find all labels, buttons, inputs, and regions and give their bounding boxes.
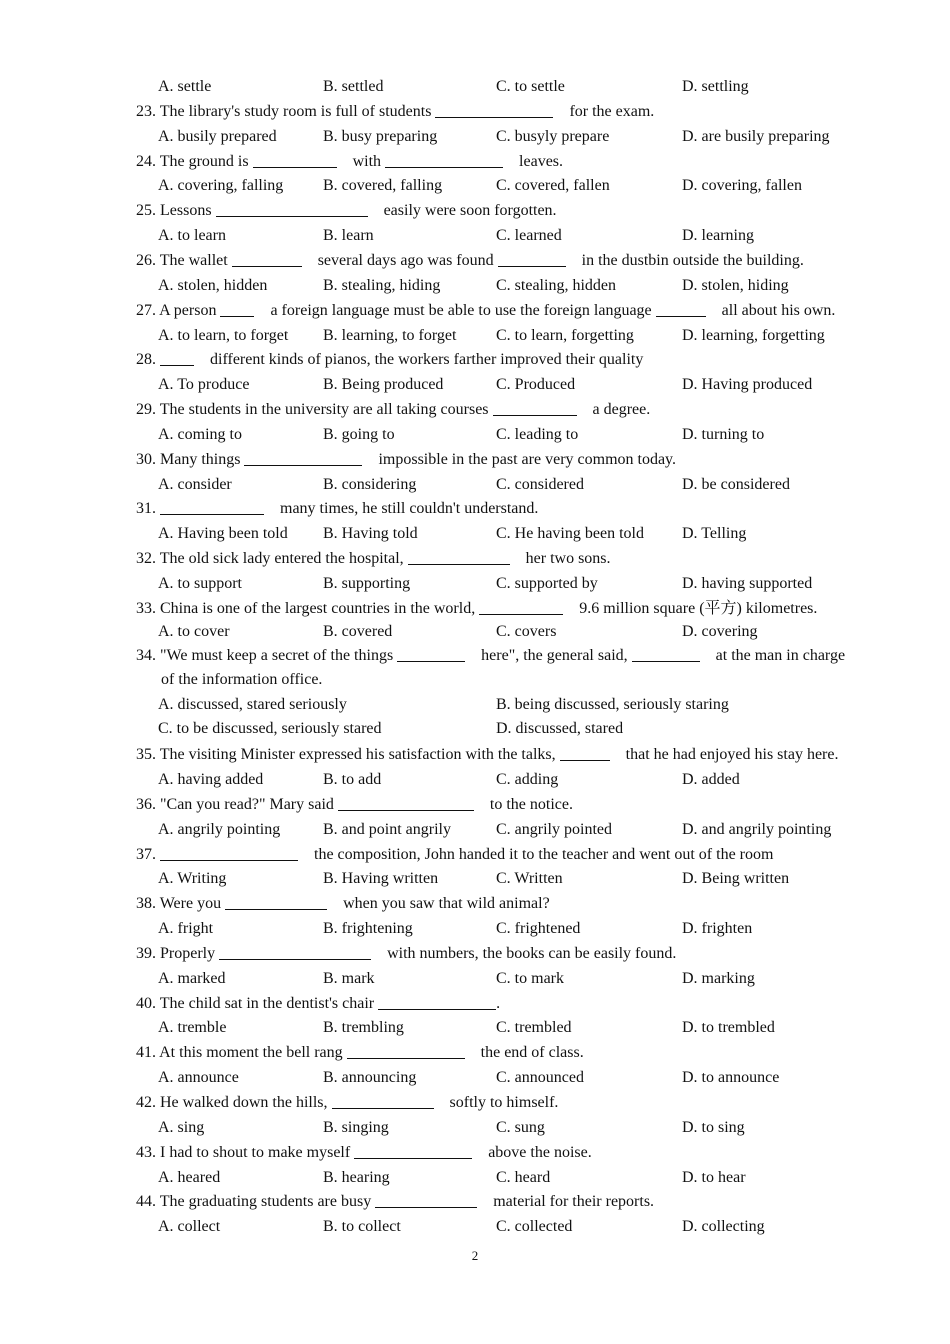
question-stem — [0, 399, 950, 423]
stem-text: easily were soon forgotten. — [383, 202, 557, 219]
option-b: B. learning, to forget — [323, 327, 457, 344]
option-c: C. to be discussed, seriously stared — [158, 720, 382, 737]
stem-text: many times, he still couldn't understand. — [280, 500, 539, 517]
question-stem — [0, 1142, 950, 1166]
option-d: D. discussed, stared — [496, 720, 624, 737]
question-text — [136, 200, 557, 222]
options-row — [0, 1117, 950, 1141]
question-text — [136, 1042, 584, 1064]
stem-text: 36. "Can you read?" Mary said — [136, 796, 338, 813]
question-stem — [0, 943, 950, 967]
question-text — [136, 349, 643, 371]
option-b: B. covered, falling — [323, 177, 443, 194]
question-stem — [0, 449, 950, 473]
option-a: A. To produce — [158, 376, 250, 393]
answer-blank — [216, 200, 368, 217]
option-d: D. having supported — [682, 575, 813, 592]
option-a: A. to learn, to forget — [158, 327, 289, 344]
options-row — [0, 918, 950, 942]
stem-text: the end of class. — [480, 1044, 584, 1061]
option-a: A. angrily pointing — [158, 821, 281, 838]
question-text — [136, 1142, 592, 1164]
question-text — [136, 101, 654, 123]
question-stem — [0, 548, 950, 572]
question-text — [136, 250, 804, 272]
question-text — [136, 893, 550, 915]
stem-text: when you saw that wild animal? — [343, 895, 550, 912]
stem-text: 31. — [136, 500, 160, 517]
options-row — [0, 275, 950, 299]
option-c: C. learned — [496, 227, 562, 244]
stem-text: 26. The wallet — [136, 252, 232, 269]
option-a: A. busily prepared — [158, 128, 277, 145]
option-d: D. collecting — [682, 1218, 765, 1235]
option-b: B. mark — [323, 970, 375, 987]
options-row — [0, 1067, 950, 1091]
stem-text: 30. Many things — [136, 451, 245, 468]
question-text — [136, 645, 845, 667]
option-c: C. angrily pointed — [496, 821, 612, 838]
option-c: C. announced — [496, 1069, 584, 1086]
option-c: C. to settle — [496, 78, 565, 95]
stem-text: 23. The library's study room is full of students — [136, 103, 436, 120]
options-row — [0, 175, 950, 199]
question-text — [136, 1092, 558, 1114]
question-text — [136, 1191, 654, 1213]
question-stem — [0, 1092, 950, 1116]
option-d: D. learning, forgetting — [682, 327, 825, 344]
option-c: C. Written — [496, 870, 563, 887]
answer-blank — [385, 151, 503, 168]
option-b: B. settled — [323, 78, 384, 95]
options-row — [0, 523, 950, 547]
stem-text: above the noise. — [488, 1144, 592, 1161]
options-row — [0, 694, 950, 718]
question-stem — [0, 794, 950, 818]
question-continuation — [0, 669, 950, 693]
stem-text: 42. He walked down the hills, — [136, 1094, 332, 1111]
stem-text: 平方 — [704, 600, 737, 617]
stem-text: leaves. — [519, 153, 564, 170]
stem-text: . — [496, 995, 501, 1012]
stem-text: 34. "We must keep a secret of the things — [136, 647, 398, 664]
option-c: C. sung — [496, 1119, 545, 1136]
question-text — [136, 399, 650, 421]
option-b: B. being discussed, seriously staring — [496, 696, 729, 713]
answer-blank — [375, 1191, 477, 1208]
question-text — [136, 598, 817, 620]
option-b: B. hearing — [323, 1169, 390, 1186]
question-text — [136, 449, 676, 471]
option-a: A. having added — [158, 771, 264, 788]
stem-text: 38. Were you — [136, 895, 226, 912]
option-b: B. frightening — [323, 920, 413, 937]
options-row — [0, 225, 950, 249]
stem-text: 27. A person — [136, 302, 221, 319]
option-b: B. Having told — [323, 525, 418, 542]
question-stem — [0, 1191, 950, 1215]
option-a: A. consider — [158, 476, 232, 493]
option-a: A. tremble — [158, 1019, 227, 1036]
stem-text: 39. Properly — [136, 945, 220, 962]
stem-text: impossible in the past are very common today. — [378, 451, 677, 468]
option-d: D. are busily preparing — [682, 128, 830, 145]
page-number: 2 — [471, 1248, 479, 1263]
option-c: C. leading to — [496, 426, 579, 443]
stem-text: 25. Lessons — [136, 202, 216, 219]
option-b: B. learn — [323, 227, 374, 244]
question-stem — [0, 993, 950, 1017]
stem-text: 40. The child sat in the dentist's chair — [136, 995, 379, 1012]
option-c: C. supported by — [496, 575, 598, 592]
option-b: B. supporting — [323, 575, 411, 592]
option-a: A. to learn — [158, 227, 226, 244]
question-text — [136, 151, 563, 173]
answer-blank — [656, 300, 706, 317]
question-text — [136, 794, 573, 816]
answer-blank — [244, 449, 362, 466]
options-row — [0, 819, 950, 843]
option-a: A. collect — [158, 1218, 221, 1235]
option-d: D. added — [682, 771, 740, 788]
options-row — [0, 621, 950, 645]
options-row — [0, 1167, 950, 1191]
stem-text: in the dustbin outside the building. — [581, 252, 804, 269]
question-stem — [0, 645, 950, 669]
option-b: B. covered — [323, 623, 393, 640]
question-stem — [0, 300, 950, 324]
option-b: B. announcing — [323, 1069, 417, 1086]
option-c: C. collected — [496, 1218, 573, 1235]
stem-text: to the notice. — [489, 796, 573, 813]
option-a: A. Having been told — [158, 525, 288, 542]
stem-text: 43. I had to shout to make myself — [136, 1144, 355, 1161]
answer-blank — [232, 250, 302, 267]
answer-blank — [160, 498, 264, 515]
stem-text: with numbers, the books can be easily found. — [387, 945, 677, 962]
answer-blank — [347, 1042, 465, 1059]
answer-blank — [408, 548, 510, 565]
stem-text: 32. The old sick lady entered the hospital, — [136, 550, 408, 567]
answer-blank — [354, 1142, 472, 1159]
stem-text: a degree. — [592, 401, 651, 418]
question-stem — [0, 893, 950, 917]
option-c: C. to mark — [496, 970, 564, 987]
stem-text: 29. The students in the university are all taking courses — [136, 401, 493, 418]
question-text — [136, 943, 676, 965]
options-row — [0, 1216, 950, 1240]
option-c: C. trembled — [496, 1019, 572, 1036]
option-d: D. to announce — [682, 1069, 780, 1086]
answer-blank — [493, 399, 577, 416]
option-d: D. covering, fallen — [682, 177, 802, 194]
options-row — [0, 1017, 950, 1041]
question-stem — [0, 349, 950, 373]
stem-text: 9.6 million square ( — [579, 600, 705, 617]
option-b: B. to collect — [323, 1218, 401, 1235]
option-a: A. fright — [158, 920, 214, 937]
answer-blank — [220, 300, 254, 317]
option-c: C. adding — [496, 771, 559, 788]
stem-text: 33. China is one of the largest countries in the world, — [136, 600, 480, 617]
question-stem — [0, 744, 950, 768]
question-text — [136, 993, 500, 1015]
stem-text: a foreign language must be able to use the foreign language — [270, 302, 656, 319]
options-row — [0, 474, 950, 498]
answer-blank — [435, 101, 553, 118]
option-a: A. Writing — [158, 870, 227, 887]
question-stem — [0, 598, 950, 622]
stem-text: at the man in charge — [715, 647, 846, 664]
stem-text: softly to himself. — [449, 1094, 559, 1111]
option-a: A. covering, falling — [158, 177, 284, 194]
question-text — [136, 498, 538, 520]
option-a: A. to support — [158, 575, 242, 592]
option-c: C. considered — [496, 476, 584, 493]
option-a: A. stolen, hidden — [158, 277, 268, 294]
option-b: B. considering — [323, 476, 417, 493]
options-row — [0, 325, 950, 349]
stem-text: material for their reports. — [493, 1193, 655, 1210]
question-stem — [0, 498, 950, 522]
option-b: B. trembling — [323, 1019, 404, 1036]
options-row — [0, 868, 950, 892]
question-stem — [0, 1042, 950, 1066]
answer-blank — [338, 794, 474, 811]
stem-text: ) kilometres. — [736, 600, 818, 617]
option-c: C. covered, fallen — [496, 177, 610, 194]
stem-text: all about his own. — [721, 302, 836, 319]
stem-text: 37. — [136, 846, 160, 863]
option-d: D. Telling — [682, 525, 747, 542]
option-d: D. be considered — [682, 476, 790, 493]
option-d: D. frighten — [682, 920, 753, 937]
answer-blank — [253, 151, 337, 168]
question-stem — [0, 250, 950, 274]
stem-text: 24. The ground is — [136, 153, 253, 170]
option-c: C. busyly prepare — [496, 128, 610, 145]
options-row — [0, 76, 950, 100]
stem-text: several days ago was found — [317, 252, 498, 269]
answer-blank — [332, 1092, 434, 1109]
option-d: D. settling — [682, 78, 749, 95]
option-d: D. covering — [682, 623, 758, 640]
option-b: B. Having written — [323, 870, 439, 887]
options-row — [0, 573, 950, 597]
stem-text: 28. — [136, 351, 160, 368]
option-a: A. heared — [158, 1169, 221, 1186]
stem-text: 41. At this moment the bell rang — [136, 1044, 347, 1061]
option-d: D. Having produced — [682, 376, 813, 393]
option-d: D. stolen, hiding — [682, 277, 789, 294]
question-stem — [0, 151, 950, 175]
stem-text: with — [352, 153, 386, 170]
question-text — [136, 844, 773, 866]
option-a: A. marked — [158, 970, 226, 987]
option-b: B. singing — [323, 1119, 389, 1136]
option-d: D. to sing — [682, 1119, 745, 1136]
option-d: D. turning to — [682, 426, 765, 443]
answer-blank — [397, 645, 465, 662]
option-a: A. settle — [158, 78, 212, 95]
answer-blank — [378, 993, 496, 1010]
option-c: C. He having been told — [496, 525, 644, 542]
option-b: B. to add — [323, 771, 382, 788]
option-a: A. discussed, stared seriously — [158, 696, 347, 713]
question-stem — [0, 101, 950, 125]
options-row — [0, 424, 950, 448]
option-c: C. to learn, forgetting — [496, 327, 634, 344]
answer-blank — [160, 349, 194, 366]
option-a: A. coming to — [158, 426, 242, 443]
stem-text: 35. The visiting Minister expressed his satisfaction with the talks, — [136, 746, 560, 763]
option-c: C. stealing, hidden — [496, 277, 616, 294]
option-d: D. learning — [682, 227, 754, 244]
answer-blank — [479, 598, 563, 615]
options-row — [0, 374, 950, 398]
question-text — [136, 300, 835, 322]
stem-text: her two sons. — [525, 550, 611, 567]
option-c: C. heard — [496, 1169, 551, 1186]
option-b: B. stealing, hiding — [323, 277, 441, 294]
options-row — [0, 126, 950, 150]
option-a: A. to cover — [158, 623, 230, 640]
question-text — [136, 744, 838, 766]
option-d: D. and angrily pointing — [682, 821, 832, 838]
answer-blank — [160, 844, 298, 861]
stem-text: of the information office. — [161, 671, 323, 688]
stem-text: for the exam. — [569, 103, 655, 120]
answer-blank — [219, 943, 371, 960]
option-d: D. marking — [682, 970, 755, 987]
option-b: B. busy preparing — [323, 128, 438, 145]
option-d: D. to trembled — [682, 1019, 775, 1036]
option-d: D. Being written — [682, 870, 790, 887]
option-c: C. Produced — [496, 376, 576, 393]
options-row — [0, 718, 950, 742]
stem-text: 44. The graduating students are busy — [136, 1193, 376, 1210]
option-b: B. Being produced — [323, 376, 444, 393]
option-a: A. sing — [158, 1119, 205, 1136]
stem-text: that he had enjoyed his stay here. — [625, 746, 839, 763]
stem-text: the composition, John handed it to the teacher and went out of the room — [314, 846, 774, 863]
question-stem — [0, 200, 950, 224]
stem-text: here", the general said, — [481, 647, 632, 664]
question-stem — [0, 844, 950, 868]
answer-blank — [498, 250, 566, 267]
answer-blank — [632, 645, 700, 662]
options-row — [0, 968, 950, 992]
stem-text: different kinds of pianos, the workers farther improved their quality — [210, 351, 644, 368]
options-row — [0, 769, 950, 793]
option-b: B. and point angrily — [323, 821, 451, 838]
answer-blank — [225, 893, 327, 910]
option-b: B. going to — [323, 426, 395, 443]
answer-blank — [560, 744, 610, 761]
option-c: C. frightened — [496, 920, 581, 937]
option-a: A. announce — [158, 1069, 239, 1086]
option-d: D. to hear — [682, 1169, 746, 1186]
option-c: C. covers — [496, 623, 557, 640]
question-text — [136, 548, 611, 570]
